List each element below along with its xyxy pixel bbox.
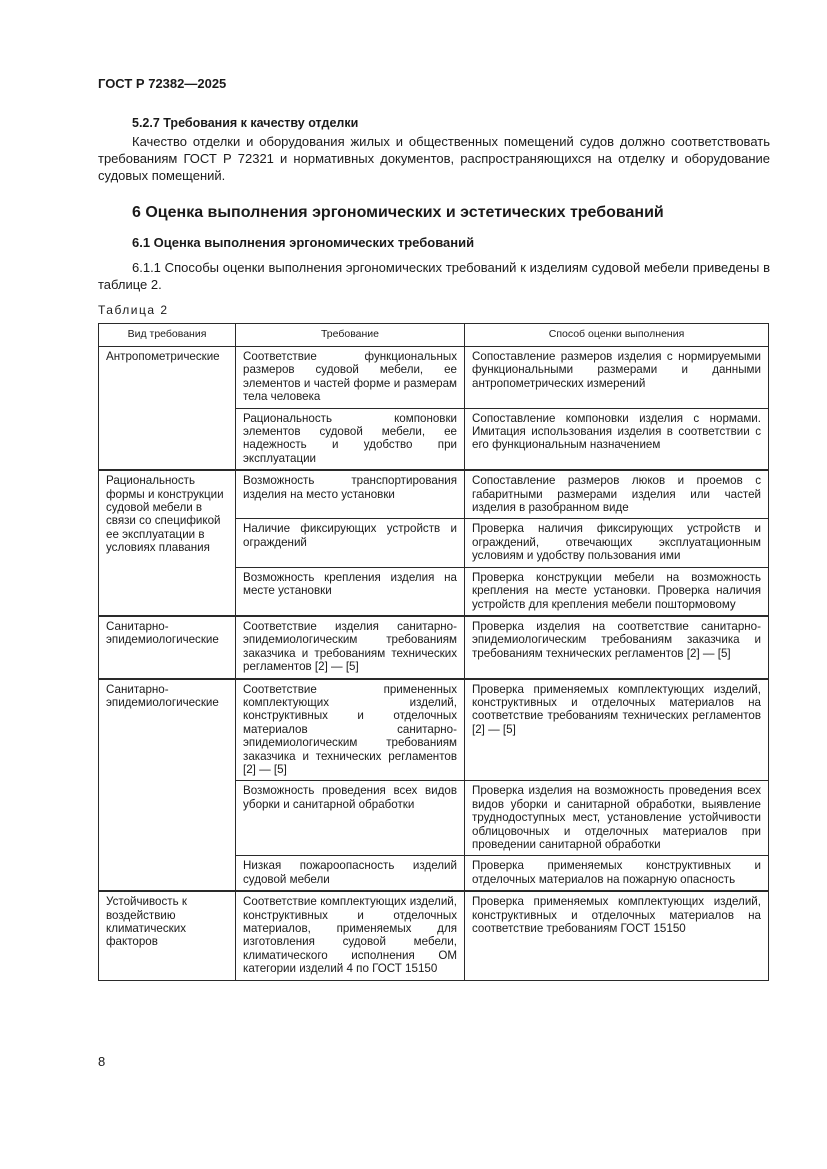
method-cell: Сопоставление размеров изделия с нормируемыми функциональными размерами и данными антропометрических измерений xyxy=(465,347,769,409)
requirement-kind-cell: Антропометрические xyxy=(99,347,236,471)
requirement-cell: Соответствие изделия санитарно-эпидемиологическим требованиям заказчика и требованиям технических регламентов [2] — [5] xyxy=(236,616,465,679)
method-cell: Проверка применяемых комплектующих изделий, конструктивных и отделочных материалов на соответствие требованиям ГОСТ 15150 xyxy=(465,891,769,980)
method-cell: Проверка наличия фиксирующих устройств и ограждений, отвечающих эксплуатационным условиям и удобству пользования ими xyxy=(465,519,769,567)
requirement-kind-cell: Рациональность формы и конструкции судовой мебели в связи со спецификой ее эксплуатации в условиях плавания xyxy=(99,470,236,616)
requirement-kind-cell: Устойчивость к воздействию климатических факторов xyxy=(99,891,236,980)
section-paragraph-6-1-1: 6.1.1 Способы оценки выполнения эргономических требований к изделиям судовой мебели приведены в таблице 2. xyxy=(98,260,770,292)
document-header: ГОСТ Р 72382—2025 xyxy=(98,76,227,91)
column-header: Требование xyxy=(236,324,465,347)
table-row xyxy=(99,347,769,409)
section-paragraph-5-2-7: Качество отделки и оборудования жилых и общественных помещений судов должно соответствовать требованиям ГОСТ Р 72321 и нормативных документов, распространяющихся на отделку и оборудование судовых помещений. xyxy=(98,134,770,183)
table-row xyxy=(99,470,769,519)
column-header: Способ оценки выполнения xyxy=(465,324,769,347)
section-heading-5-2-7: 5.2.7 Требования к качеству отделки xyxy=(132,116,359,130)
requirement-cell: Наличие фиксирующих устройств и ограждений xyxy=(236,519,465,567)
requirement-cell: Соответствие функциональных размеров судовой мебели, ее элементов и частей форме и размерам тела человека xyxy=(236,347,465,409)
requirement-cell: Возможность проведения всех видов уборки и санитарной обработки xyxy=(236,781,465,856)
method-cell: Сопоставление компоновки изделия с нормами. Имитация использования изделия в соответствии с его функциональным назначением xyxy=(465,408,769,470)
requirement-cell: Низкая пожароопасность изделий судовой мебели xyxy=(236,856,465,891)
requirement-kind-cell: Санитарно-эпидемиологические xyxy=(99,616,236,679)
requirement-cell: Возможность крепления изделия на месте установки xyxy=(236,567,465,616)
requirement-cell: Соответствие комплектующих изделий, конструктивных и отделочных материалов, применяемых для изготовления судовой мебели, климатического исполнения ОМ категории изделий 4 по ГОСТ 15150 xyxy=(236,891,465,980)
requirement-kind-cell: Санитарно-эпидемиологические xyxy=(99,679,236,892)
method-cell: Проверка конструкции мебели на возможность крепления на месте установки. Проверка наличия устройств для крепления мебели поштормовому xyxy=(465,567,769,616)
method-cell: Проверка изделия на соответствие санитарно-эпидемиологическим требованиям заказчика и требованиям технических регламентов [2] — [5] xyxy=(465,616,769,679)
column-header: Вид требования xyxy=(99,324,236,347)
method-cell: Проверка применяемых комплектующих изделий, конструктивных и отделочных материалов на соответствие требованиям технических регламентов [2] — [5] xyxy=(465,679,769,781)
section-heading-6: 6 Оценка выполнения эргономических и эстетических требований xyxy=(132,204,664,221)
table-row xyxy=(99,679,769,781)
requirement-cell: Возможность транспортирования изделия на место установки xyxy=(236,470,465,519)
table-header-row xyxy=(99,324,769,347)
requirement-cell: Рациональность компоновки элементов судовой мебели, ее надежность и удобство при эксплуатации xyxy=(236,408,465,470)
requirements-table xyxy=(98,323,769,981)
method-cell: Проверка изделия на возможность проведения всех видов уборки и санитарной обработки, выявление труднодоступных мест, установление устойчивости облицовочных и отделочных материалов при проведении санитарной обработки xyxy=(465,781,769,856)
table-row xyxy=(99,891,769,980)
table-caption: Таблица 2 xyxy=(98,303,169,317)
page-number: 8 xyxy=(98,1054,106,1069)
requirement-cell: Соответствие примененных комплектующих изделий, конструктивных и отделочных материалов санитарно-эпидемиологическим требованиям заказчика и технических регламентов [2] — [5] xyxy=(236,679,465,781)
method-cell: Проверка применяемых конструктивных и отделочных материалов на пожарную опасность xyxy=(465,856,769,891)
section-heading-6-1: 6.1 Оценка выполнения эргономических требований xyxy=(132,235,475,250)
method-cell: Сопоставление размеров люков и проемов с габаритными размерами изделия или частей изделия в разобранном виде xyxy=(465,470,769,519)
table-row xyxy=(99,616,769,679)
